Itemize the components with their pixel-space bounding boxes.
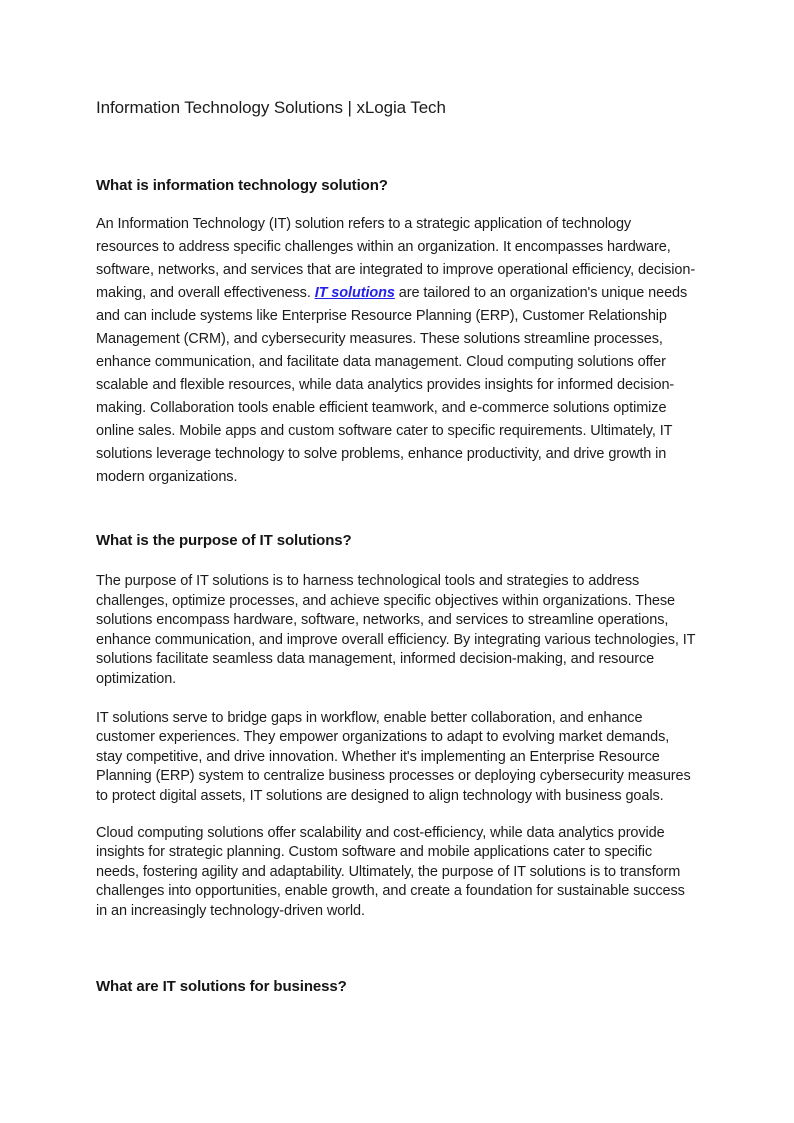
document-title: Information Technology Solutions | xLogia Tech <box>96 98 446 117</box>
paragraph-text-before-link: An Information Technology (IT) solution refers to a strategic application of technology resources to address specific challenges within an organization. It encompasses hardware, software, networks, and services that are integrated to improve operational efficiency, decision-making, and overall effectiveness. <box>96 216 696 301</box>
paragraph-purpose-3: Cloud computing solutions offer scalability and cost-efficiency, while data analytics provide insights for strategic planning. Custom software and mobile applications cater to specific needs, fostering agility and adaptability. Ultimately, the purpose of IT solutions is to transform challenges into opportunities, enable growth, and create a foundation for sustainable success in an increasingly technology-driven world. <box>96 824 685 919</box>
section-heading-purpose-of-it-solutions: What is the purpose of IT solutions? <box>96 532 352 549</box>
paragraph-text-after-link: are tailored to an organization's unique needs and can include systems like Enterprise Resource Planning (ERP), Customer Relationship Management (CRM), and cybersecurity measures. These solutions streamline processes, enhance communication, and facilitate data management. Cloud computing solutions offer scalable and flexible resources, while data analytics provides insights for informed decision-making. Collaboration tools enable efficient teamwork, and e-commerce solutions optimize online sales. Mobile apps and custom software cater to specific requirements. Ultimately, IT solutions leverage technology to solve problems, enhance productivity, and drive growth in modern organizations. <box>96 285 688 485</box>
document-content <box>96 0 696 996</box>
section-heading-it-solutions-for-business: What are IT solutions for business? <box>96 977 347 995</box>
section-heading-what-is-it-solution: What is information technology solution? <box>96 177 388 194</box>
paragraph-purpose-1: The purpose of IT solutions is to harness technological tools and strategies to address challenges, optimize processes, and achieve specific objectives within organizations. These solutions encompass hardware, software, networks, and services to streamline operations, enhance communication, and improve overall efficiency. By integrating various technologies, IT solutions facilitate seamless data management, informed decision-making, and resource optimization. <box>96 573 696 687</box>
paragraph-it-solution-definition <box>96 213 696 489</box>
it-solutions-link[interactable]: IT solutions <box>314 285 395 301</box>
paragraph-purpose-2: IT solutions serve to bridge gaps in workflow, enable better collaboration, and enhance customer experiences. They empower organizations to adapt to evolving market demands, stay competitive, and drive innovation. Whether it's implementing an Enterprise Resource Planning (ERP) system to centralize business processes or deploying cybersecurity measures to protect digital assets, IT solutions are designed to align technology with business goals. <box>96 709 691 804</box>
